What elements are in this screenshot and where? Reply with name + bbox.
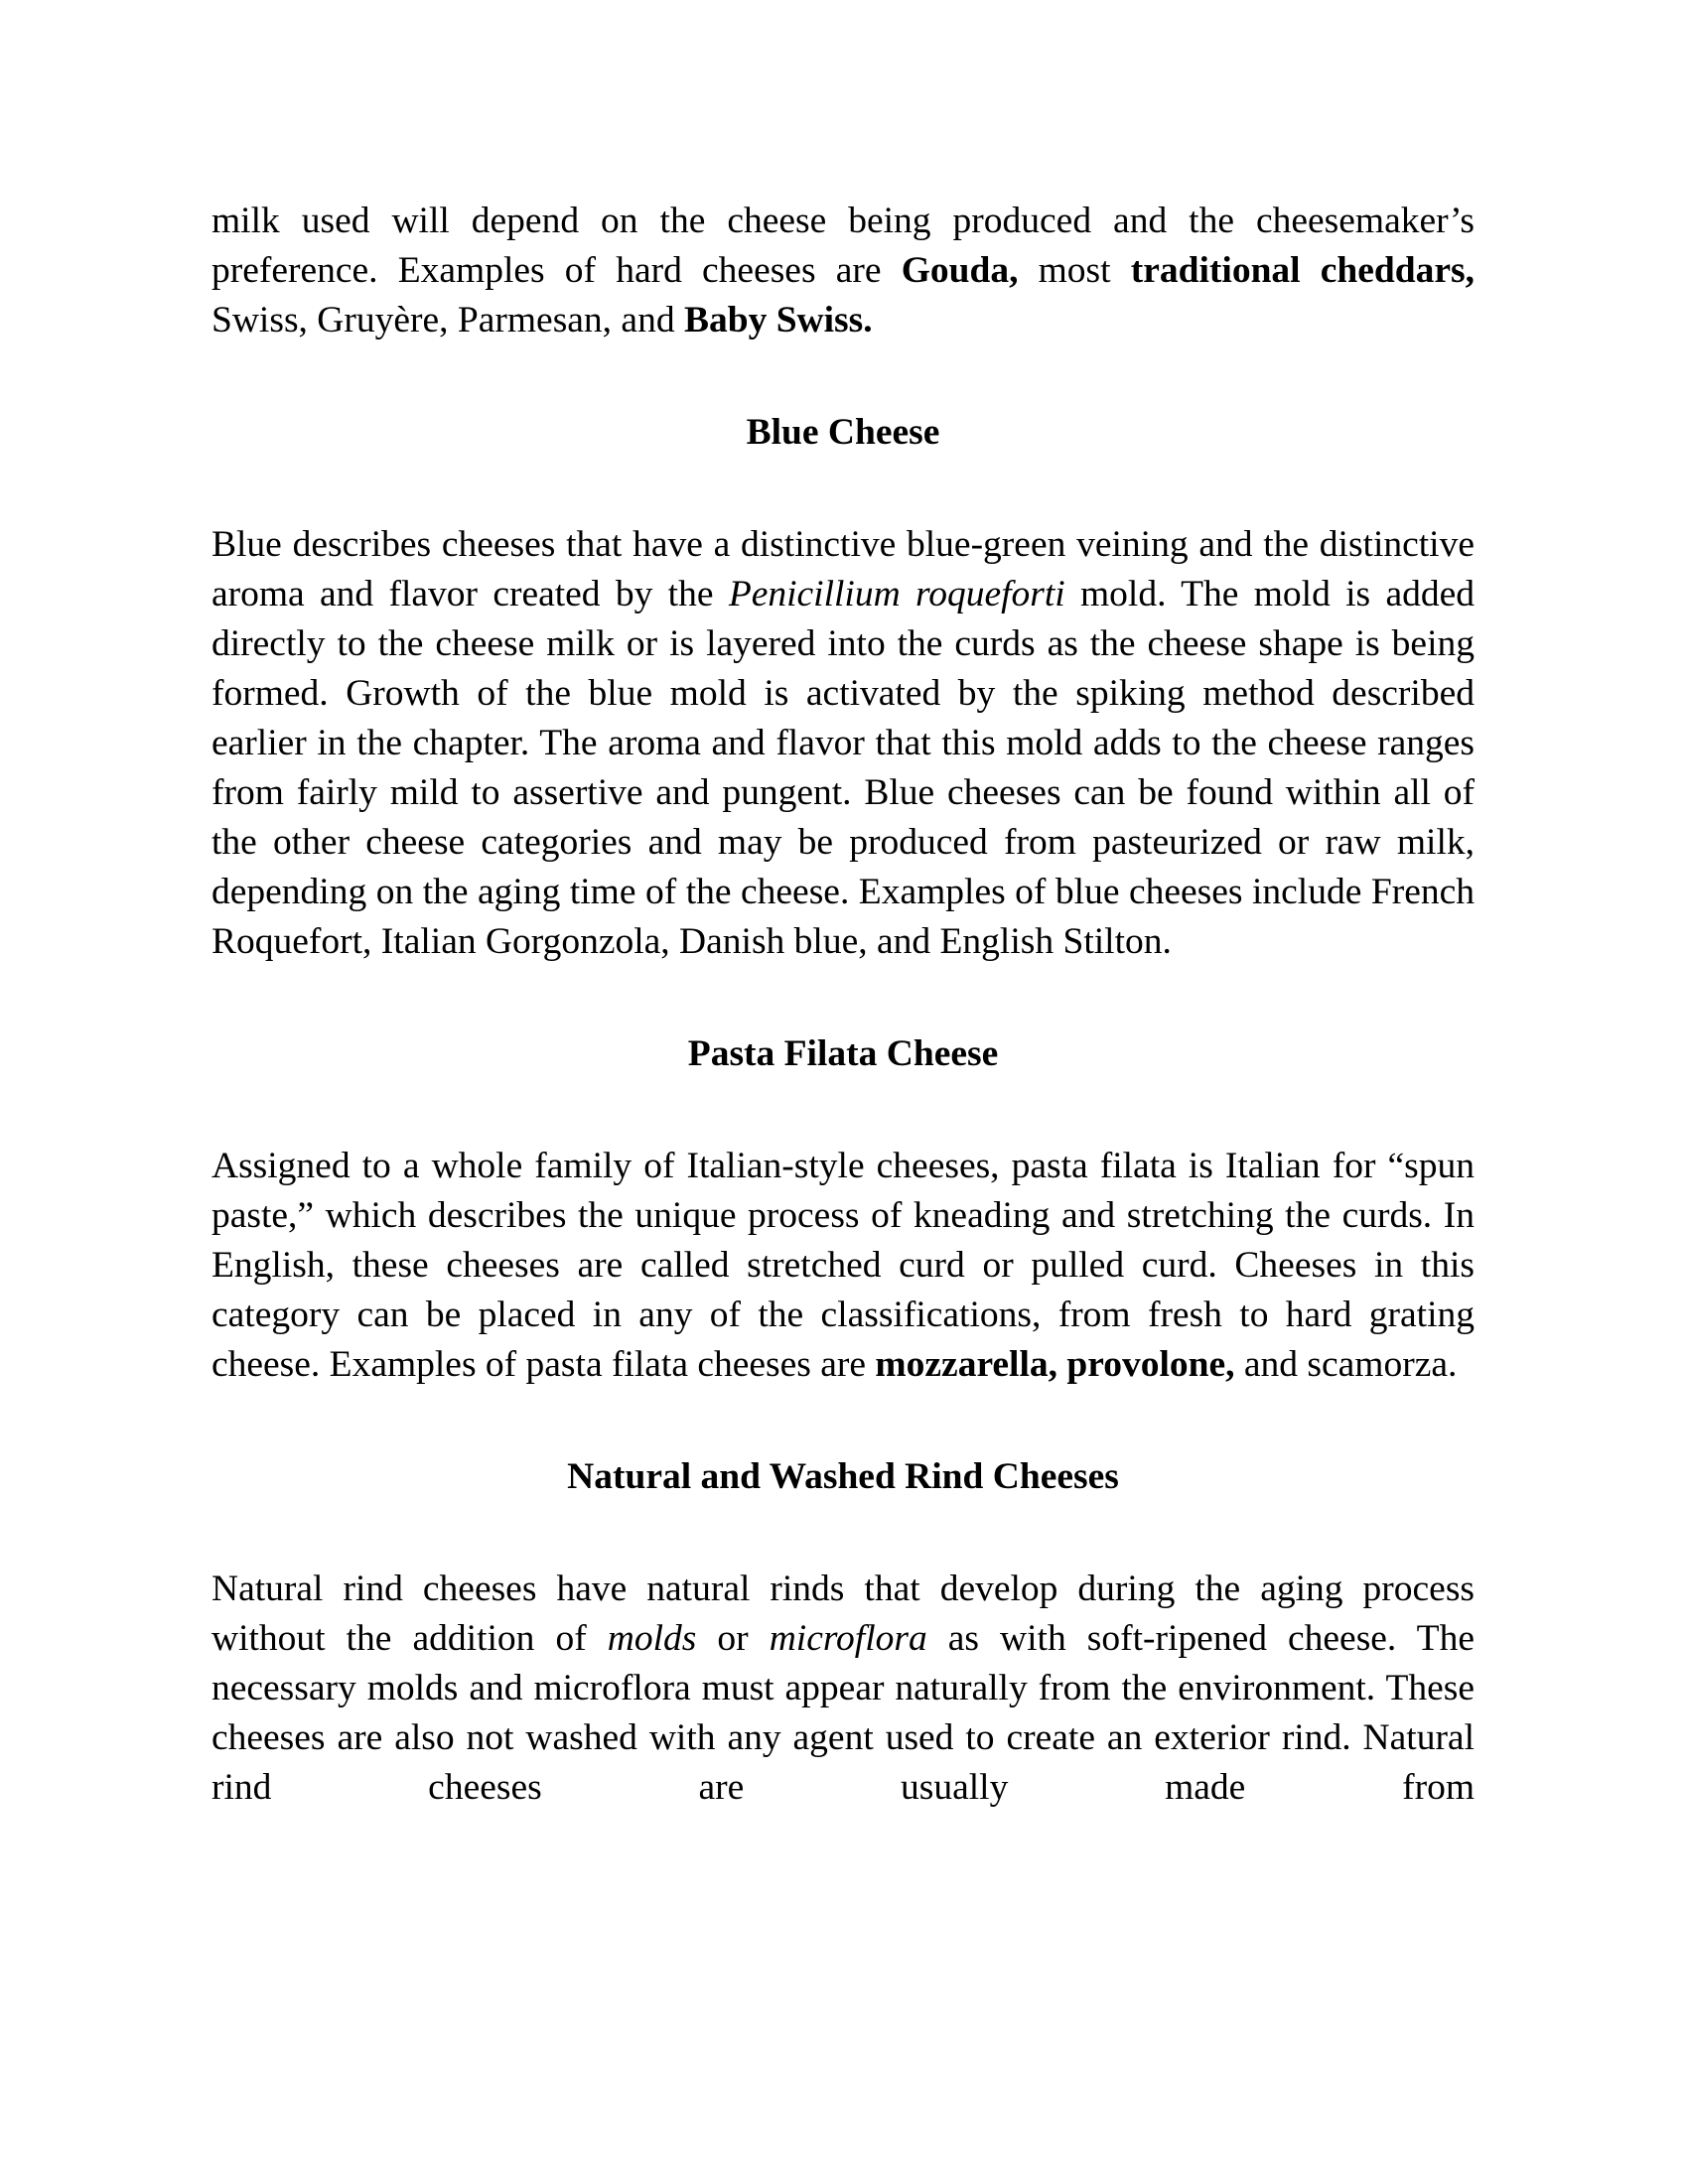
intro-bold-cheddars: traditional cheddars, (1130, 250, 1475, 291)
blue-text-2: mold. The mold is added directly to the cheese milk or is layered into the curds as the cheese shape is being formed. Growth of the blue mold is activated by the spiking method described earlier in the chapter. The aroma and flavor that this mold adds to the cheese ranges from fairly mild to assertive and pungent. Blue cheeses can be found within all of the other cheese categories and may be produced from pasteurized or raw milk, depending on the aging time of the cheese. Examples of blue cheeses include French Roquefort, Italian Gorgonzola, Danish blue, and English Stilton. (211, 574, 1475, 962)
section-heading-natural-washed-rind: Natural and Washed Rind Cheeses (567, 1456, 1119, 1497)
intro-paragraph (211, 197, 1475, 345)
rind-italic-molds: molds (607, 1618, 697, 1659)
rind-text-2: or (696, 1618, 770, 1659)
natural-rind-paragraph (211, 1565, 1475, 1813)
pasta-text-2: and scamorza. (1234, 1344, 1458, 1385)
pasta-text-1: Assigned to a whole family of Italian-style cheeses, pasta filata is Italian for “spun paste,” which describes the unique process of kneading and stretching the curds. In English, these cheeses are called stretched curd or pulled curd. Cheeses in this category can be placed in any of the classifications, from fresh to hard grating cheese. Examples of pasta filata cheeses are (211, 1146, 1475, 1385)
intro-text-1: milk used will depend on the cheese being produced and the cheesemaker’s preference. Examples of hard cheeses are (211, 201, 1475, 291)
intro-text-2: most (1018, 250, 1131, 291)
intro-bold-gouda: Gouda, (901, 250, 1019, 291)
blue-text-1: Blue describes cheeses that have a distinctive blue-green veining and the distinctive aroma and flavor created by the (211, 524, 1475, 614)
section-heading-blue-cheese: Blue Cheese (746, 412, 940, 453)
intro-text-3: Swiss, Gruyère, Parmesan, and (211, 300, 684, 341)
rind-text-1: Natural rind cheeses have natural rinds that develop during the aging process without the addition of (211, 1569, 1475, 1659)
pasta-bold-examples: mozzarella, provolone, (875, 1344, 1235, 1385)
blue-cheese-paragraph (211, 520, 1475, 967)
section-heading-pasta-filata: Pasta Filata Cheese (687, 1033, 999, 1074)
intro-bold-baby-swiss: Baby Swiss. (683, 300, 873, 341)
rind-italic-microflora: microflora (769, 1618, 927, 1659)
blue-italic-penicillium: Penicillium roqueforti (728, 574, 1065, 614)
rind-text-3: as with soft-ripened cheese. The necessary molds and microflora must appear naturally from the environment. These cheeses are also not washed with any agent used to create an exterior rind. Natural rind cheeses are usually made from (211, 1618, 1475, 1808)
document-page (211, 197, 1475, 1813)
pasta-filata-paragraph (211, 1142, 1475, 1390)
